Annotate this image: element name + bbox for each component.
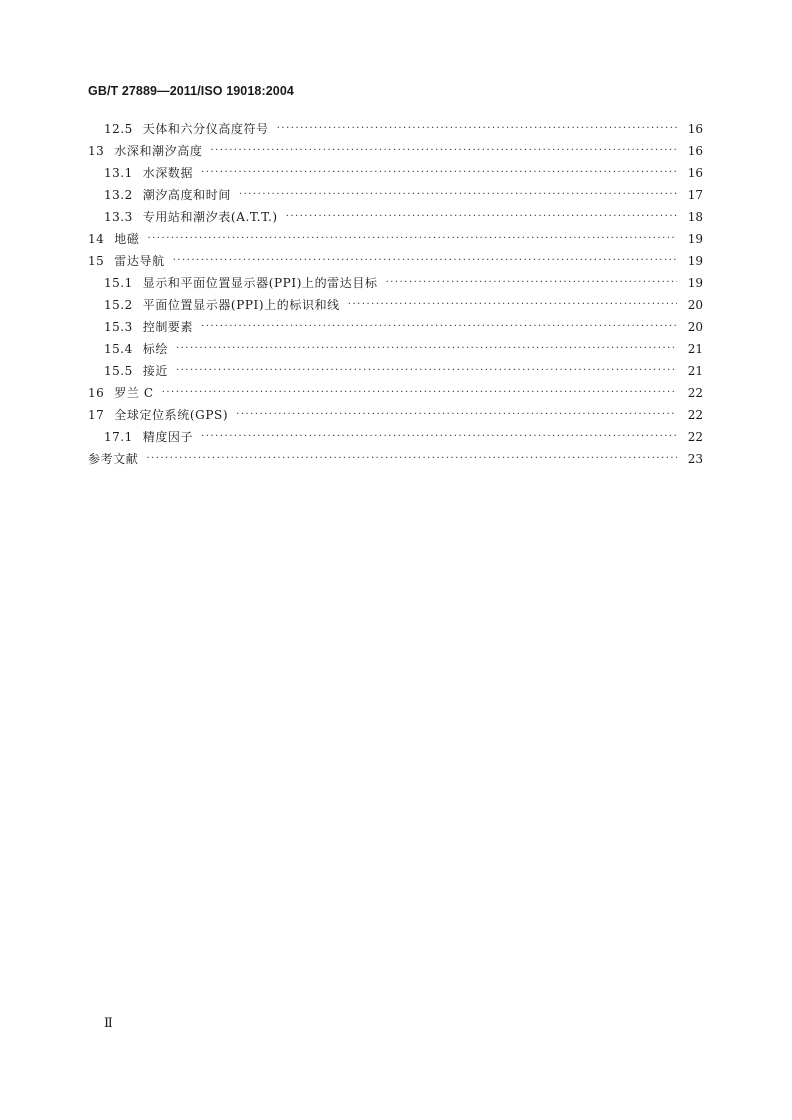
toc-entry-page: 23 bbox=[687, 452, 703, 466]
toc-entry-number: 13.3 bbox=[104, 210, 133, 224]
toc-entry-number: 15.3 bbox=[104, 320, 133, 334]
toc-entry-title: 罗兰 C bbox=[114, 386, 154, 400]
toc-entry-page: 21 bbox=[687, 342, 703, 356]
toc-entry-page: 16 bbox=[687, 122, 703, 136]
toc-entry-number: 17 bbox=[88, 408, 105, 422]
toc-entry[interactable] bbox=[0, 162, 792, 184]
toc-entry-page: 17 bbox=[687, 188, 703, 202]
toc-entry[interactable] bbox=[0, 360, 792, 382]
toc-entry-number: 12.5 bbox=[104, 122, 133, 136]
toc-entry[interactable] bbox=[0, 426, 792, 448]
toc-entry[interactable] bbox=[0, 316, 792, 338]
toc-entry-number: 16 bbox=[88, 386, 105, 400]
toc-entry-page: 21 bbox=[687, 364, 703, 378]
toc-leader-dots bbox=[286, 206, 677, 228]
toc-entry[interactable] bbox=[0, 228, 792, 250]
document-header: GB/T 27889—2011/ISO 19018:2004 bbox=[88, 84, 294, 98]
toc-entry-page: 22 bbox=[687, 386, 703, 400]
toc-entry[interactable] bbox=[0, 404, 792, 426]
toc-entry-page: 18 bbox=[687, 210, 703, 224]
toc-entry[interactable] bbox=[0, 184, 792, 206]
toc-entry-page: 19 bbox=[687, 254, 703, 268]
toc-entry-title: 参考文献 bbox=[88, 452, 139, 466]
toc-entry[interactable] bbox=[0, 448, 792, 470]
toc-leader-dots bbox=[239, 184, 677, 206]
toc-entry[interactable] bbox=[0, 338, 792, 360]
toc-entry[interactable] bbox=[0, 118, 792, 140]
toc-entry-page: 16 bbox=[687, 144, 703, 158]
toc-leader-dots bbox=[277, 118, 677, 140]
toc-leader-dots bbox=[173, 250, 677, 272]
toc-leader-dots bbox=[210, 140, 677, 162]
toc-entry-title: 潮汐高度和时间 bbox=[142, 188, 231, 202]
toc-leader-dots bbox=[348, 294, 677, 316]
toc-leader-dots bbox=[236, 404, 677, 426]
toc-entry-title: 天体和六分仪高度符号 bbox=[142, 122, 269, 136]
toc-entry-title: 标绘 bbox=[142, 342, 168, 356]
toc-entry-title: 精度因子 bbox=[142, 430, 194, 444]
toc-entry-page: 19 bbox=[687, 276, 703, 290]
toc-entry-title: 专用站和潮汐表(A.T.T.) bbox=[142, 210, 278, 224]
toc-entry-title: 控制要素 bbox=[142, 320, 194, 334]
toc-entry-title: 雷达导航 bbox=[114, 254, 165, 268]
toc-leader-dots bbox=[201, 426, 677, 448]
toc-entry-title: 接近 bbox=[142, 364, 168, 378]
toc-entry-page: 19 bbox=[687, 232, 703, 246]
toc-entry-number: 15.4 bbox=[104, 342, 133, 356]
toc-entry[interactable] bbox=[0, 272, 792, 294]
toc-entry-number: 13.1 bbox=[104, 166, 133, 180]
toc-entry-title: 平面位置显示器(PPI)上的标识和线 bbox=[142, 298, 340, 312]
table-of-contents bbox=[0, 118, 792, 470]
toc-entry-title: 水深和潮汐高度 bbox=[114, 144, 203, 158]
toc-entry-title: 地磁 bbox=[114, 232, 140, 246]
toc-leader-dots bbox=[201, 162, 677, 184]
toc-entry-title: 全球定位系统(GPS) bbox=[114, 408, 229, 422]
toc-entry-page: 16 bbox=[687, 166, 703, 180]
toc-leader-dots bbox=[386, 272, 677, 294]
toc-entry-title: 显示和平面位置显示器(PPI)上的雷达目标 bbox=[142, 276, 378, 290]
toc-entry[interactable] bbox=[0, 294, 792, 316]
toc-entry-number: 15.2 bbox=[104, 298, 133, 312]
toc-entry-number: 14 bbox=[88, 232, 105, 246]
toc-entry-title: 水深数据 bbox=[142, 166, 194, 180]
toc-leader-dots bbox=[201, 316, 677, 338]
toc-leader-dots bbox=[176, 360, 677, 382]
toc-entry-number: 15.5 bbox=[104, 364, 133, 378]
toc-entry[interactable] bbox=[0, 382, 792, 404]
toc-entry-page: 20 bbox=[687, 298, 703, 312]
toc-entry-number: 15.1 bbox=[104, 276, 133, 290]
toc-leader-dots bbox=[162, 382, 677, 404]
page-number: Ⅱ bbox=[104, 1016, 113, 1031]
toc-entry-page: 22 bbox=[687, 430, 703, 444]
toc-entry-number: 17.1 bbox=[104, 430, 133, 444]
toc-leader-dots bbox=[147, 228, 677, 250]
toc-entry[interactable] bbox=[0, 206, 792, 228]
toc-leader-dots bbox=[146, 448, 677, 470]
toc-entry-number: 15 bbox=[88, 254, 105, 268]
toc-entry[interactable] bbox=[0, 140, 792, 162]
toc-entry-number: 13.2 bbox=[104, 188, 133, 202]
toc-entry-number: 13 bbox=[88, 144, 105, 158]
toc-entry[interactable] bbox=[0, 250, 792, 272]
toc-entry-page: 22 bbox=[687, 408, 703, 422]
toc-leader-dots bbox=[176, 338, 677, 360]
toc-entry-page: 20 bbox=[687, 320, 703, 334]
